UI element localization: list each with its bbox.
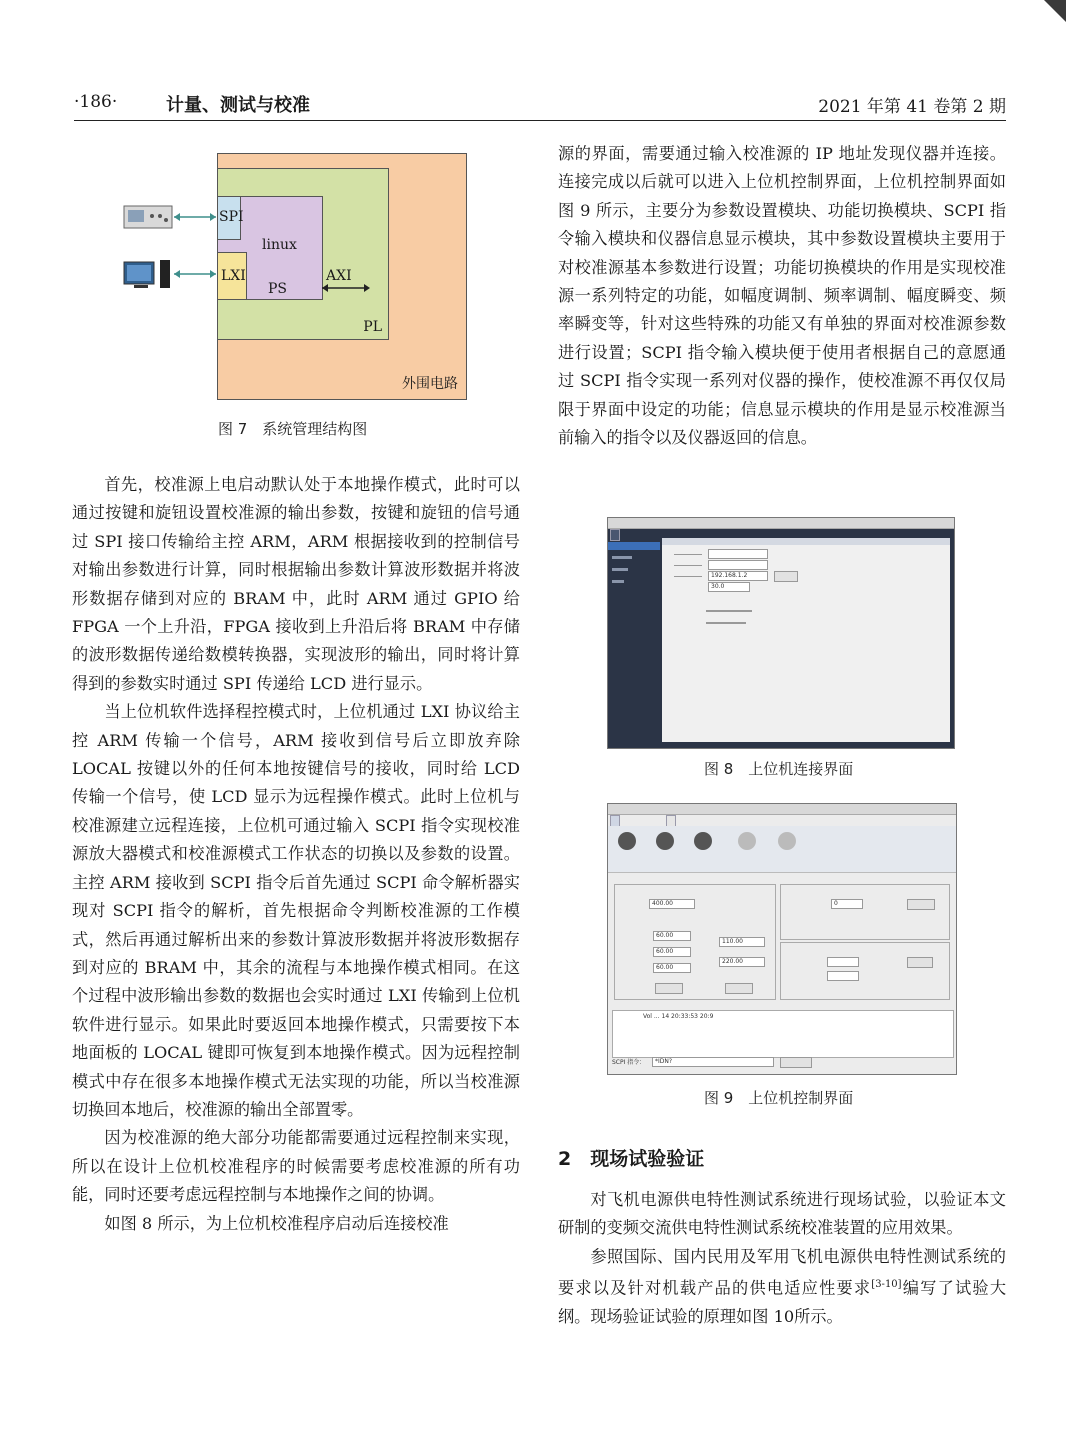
paragraph-text: 参照国际、国内民用及军用飞机电源供电特性测试系统的要求以及针对机载产品的供电适应性要求: [558, 1246, 1006, 1298]
reset-icon: [656, 832, 674, 850]
send-button: [780, 1057, 812, 1068]
ip-value: 192.168.1.2: [711, 572, 748, 579]
sidebar-item: [612, 568, 628, 571]
window-titlebar: [608, 804, 956, 815]
paragraph: 因为校准源的绝大部分功能都需要通过远程控制来实现，所以在设计上位机校准程序的时候需要考虑校准源的所有功能，同时还要考虑远程控制与本地操作之间的协调。: [72, 1128, 520, 1205]
lxi-label: LXI: [221, 268, 246, 284]
harmonic-set-button: [907, 957, 933, 968]
frequency-field: [649, 899, 695, 909]
pl-label: PL: [363, 319, 382, 335]
set-button-2: [725, 983, 753, 994]
figure-7-diagram: [120, 150, 470, 400]
tab-home: [610, 529, 620, 541]
device-select: [708, 560, 768, 570]
paragraph: 源的界面，需要通过输入校准源的 IP 地址发现仪器并连接。连接完成以后就可以进入上位机控制界面，上位机控制界面如图 9 所示，主要分为参数设置模块、功能切换模块、SCPI 指令输入模块和仪器信息显示模块，其中参数设置模块主要用于对校准源基本参数进行设置；功能切换模块的作用是实现校准源一系列特定的功能，如幅度调制、频率调制、幅度瞬变、频率瞬变等，针对这些特殊的功能又有单独的界面对校准源参数进行设置；SCPI 指令输入模块便于使用者根据自己的意愿通过 SCPI 指令实现一系列对仪器的操作，使校准源不再仅仅局限于界面中设定的功能；信息显示模块的作用是显示校准源当前输入的指令以及仪器返回的信息。: [558, 144, 1006, 448]
issue-info: 2021 年第 41 卷第 2 期: [818, 97, 1006, 117]
figure-9-screenshot: [607, 803, 957, 1075]
line-ba-value: 110.00: [722, 938, 743, 945]
log-line: Vol ... 14 20:33:53 20:9: [643, 1013, 714, 1020]
journal-title: 计量、测试与校准: [166, 95, 310, 116]
option-line: [706, 622, 746, 624]
port-value: 30.0: [711, 583, 725, 590]
ip-field: [708, 571, 768, 581]
output-off-icon: [738, 832, 756, 850]
lock-icon: [778, 832, 796, 850]
local-icon: [618, 832, 636, 850]
citation: [3-10]: [871, 1279, 902, 1291]
paragraph: 对飞机电源供电特性测试系统进行现场试验，以验证本文研制的变频交流供电特性测试系统校准装置的应用效果。: [558, 1190, 1006, 1238]
frequency-value: 400.00: [652, 900, 673, 907]
set-button: [655, 983, 683, 994]
phase-b-field: [653, 947, 691, 957]
phase-c-field: [653, 963, 691, 973]
connection-panel: [662, 538, 950, 742]
port-field: [708, 582, 750, 592]
scpi-value: *IDN?: [655, 1058, 673, 1065]
connect-button: [774, 571, 798, 582]
window-titlebar: [608, 518, 954, 529]
line-ca-field: [719, 957, 765, 967]
phase-c-value: 60.00: [656, 964, 674, 971]
ac-settings-group: [614, 884, 776, 1000]
paragraph: 如图 8 所示，为上位机校准程序启动后连接校准: [104, 1213, 449, 1233]
instrument-icons: [120, 150, 220, 300]
paragraph: 当上位机软件选择程控模式时，上位机通过 LXI 协议给主控 ARM 传输一个信号，ARM 接收到信号后立即放弃除 LOCAL 按键以外的任何本地按键信号的接收，同时给 LCD 传输一个信号，使 LCD 显示为远程操作模式。此时上位机与校准源建立远程连接，上位机可通过输入 SCPI 指令实现校准源放大器模式和校准源模式工作状态的切换以及参数的设置。主控 ARM 接收到 SCPI 指令后首先通过 SCPI 命令解析器实现对 SCPI 指令的解析，首先根据命令判断校准源的工作模式，然后再通过解析出来的参数计算波形数据并将波形数据存到对应的 BRAM 中，其余的流程与本地操作模式相同。在这个过程中波形输出参数的数据也会实时通过 LXI 传输到上位机软件进行显示。如果此时要返回本地操作模式，只需要按下本地面板的 LOCAL 键即可恢复到本地操作模式。因为远程控制模式中存在很多本地操作模式无法实现的功能，所以当校准源切换回本地后，校准源的输出全部置零。: [72, 702, 520, 1119]
phase-a-value: 60.00: [656, 932, 674, 939]
figure-8-caption: 图 8 上位机连接界面: [704, 760, 854, 778]
phase-b-value: 60.00: [656, 948, 674, 955]
option-line: [706, 610, 752, 612]
figure-7-caption: 图 7 系统管理结构图: [218, 420, 368, 438]
paragraph: [558, 1243, 1006, 1332]
right-column-top-text: [558, 140, 1006, 452]
dc-offset-value: 0: [834, 900, 838, 907]
sidebar-selected-item: [608, 542, 660, 550]
sidebar-item: [612, 580, 624, 583]
section-heading: 2 现场试验验证: [558, 1148, 705, 1170]
message-log: [612, 1010, 954, 1058]
panel-header: [662, 538, 950, 545]
figure-9-caption: 图 9 上位机控制界面: [704, 1089, 854, 1107]
phase-a-field: [653, 931, 691, 941]
dc-offset-field: [831, 899, 863, 909]
paragraph-text-tail: 编写了试验大纲。现场验证试验的原理如图 10所示。: [558, 1278, 1007, 1327]
page-corner-mark: [1044, 0, 1066, 22]
ps-label: PS: [268, 281, 288, 297]
amplifier-icon: [694, 832, 712, 850]
left-column-text: [72, 471, 520, 1238]
scpi-input: [652, 1057, 774, 1067]
spi-box: [217, 196, 244, 240]
dc-set-button: [907, 899, 935, 910]
paragraph: 首先，校准源上电启动默认处于本地操作模式，此时可以通过按键和旋钮设置校准源的输出参数，按键和旋钮的信号通过 SPI 接口传输给主控 ARM，ARM 根据接收到的控制信号对输出参数进行计算，同时根据输出参数计算波形数据并将波形数据存储到对应的 BRAM 中，此时 ARM 通过 GPIO 给 FPGA 一个上升沿，FPGA 接收到上升沿后将 BRAM 中存储的波形数据传递给数模转换器，实现波形的输出，同时将计算得到的参数实时通过 SPI 传递给 LCD 进行显示。: [72, 475, 520, 693]
toolbar: [608, 826, 956, 873]
harmonic-size-field: [827, 957, 859, 967]
axi-label: AXI: [326, 268, 352, 284]
linux-label: linux: [262, 237, 297, 253]
field-labels: [674, 550, 702, 586]
running-header: [74, 92, 1006, 121]
scpi-label: SCPI 指令：: [612, 1059, 646, 1066]
harmonic-group: [780, 942, 950, 1000]
protocol-select: [708, 549, 768, 559]
right-column-bottom-text: [558, 1186, 1006, 1331]
figure-8-screenshot: [607, 517, 955, 749]
line-ba-field: [719, 937, 765, 947]
sidebar-item: [612, 556, 632, 559]
harmonic-order-field: [827, 971, 859, 981]
spi-label: SPI: [219, 209, 244, 225]
page-number: ·186·: [74, 92, 118, 112]
lxi-box: [217, 252, 247, 300]
dc-settings-group: [780, 884, 950, 940]
external-circuit-label: 外围电路: [402, 376, 458, 392]
line-ca-value: 220.00: [722, 958, 743, 965]
